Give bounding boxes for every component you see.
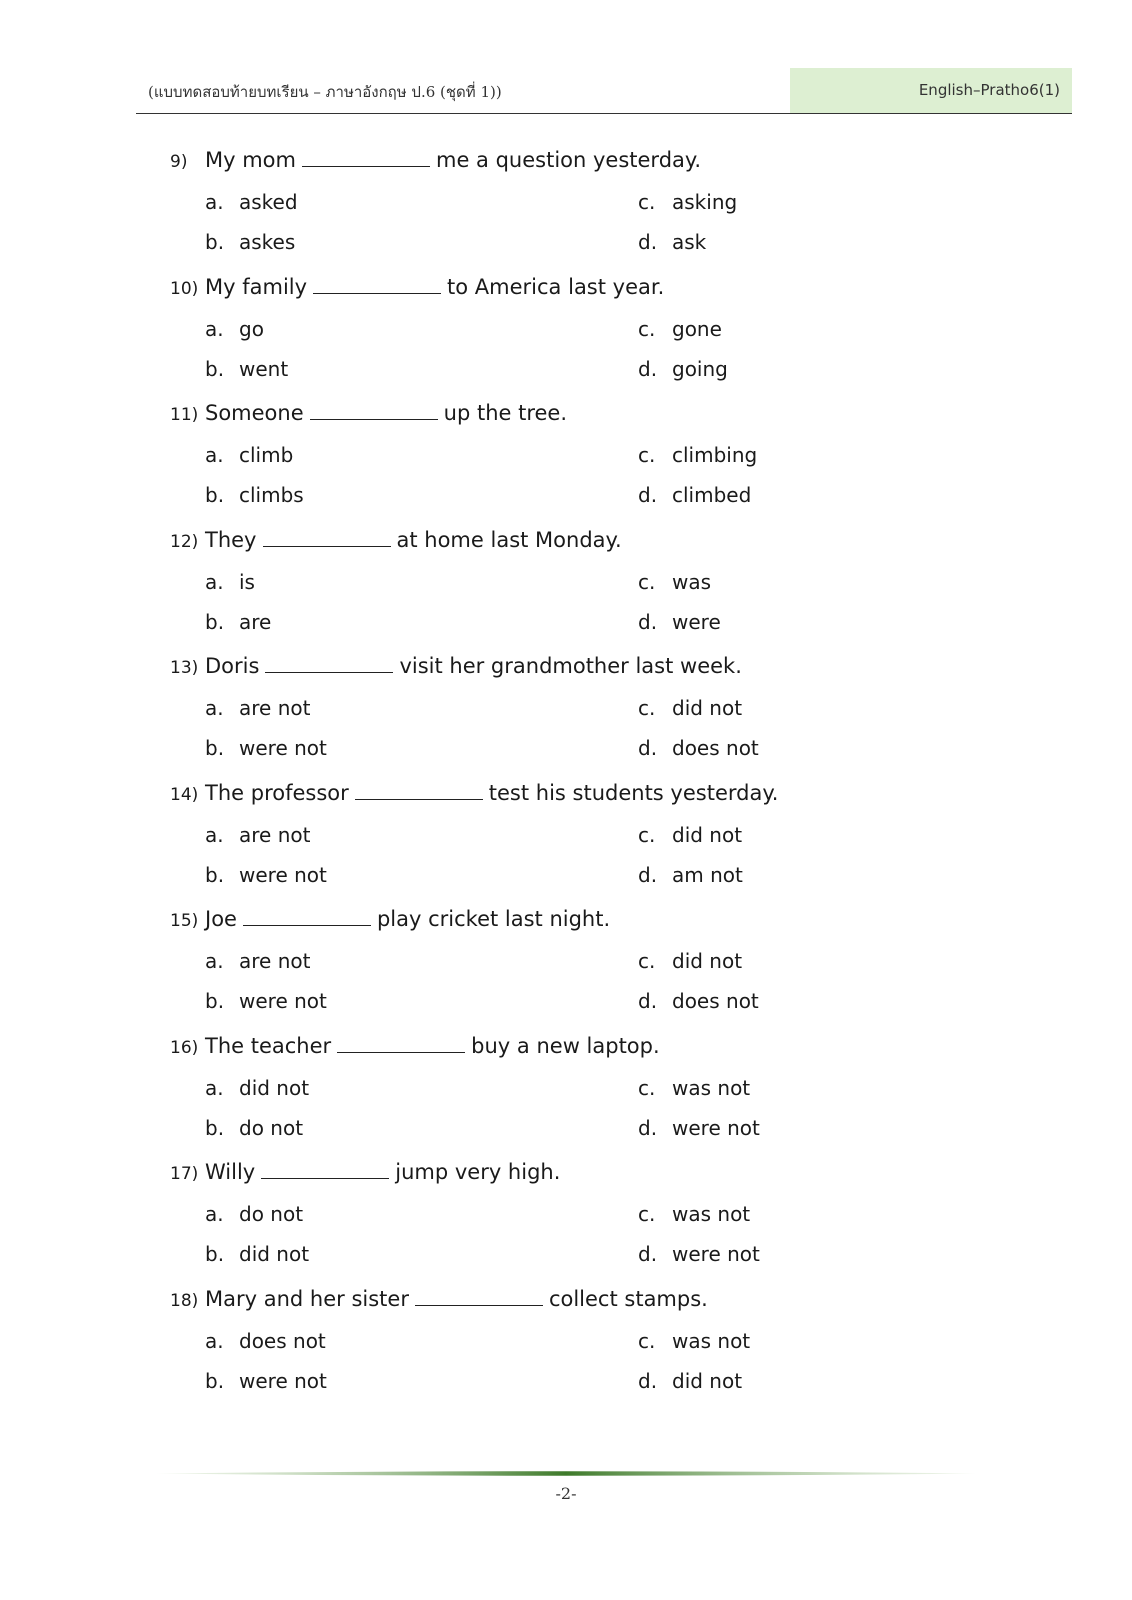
option-d: [638, 227, 706, 257]
option-a: [205, 946, 310, 976]
option-text: did not: [672, 696, 743, 720]
question-item: [170, 1029, 1030, 1156]
answer-blank: [302, 148, 430, 167]
option-letter: c.: [638, 1202, 656, 1226]
question-item: [170, 902, 1030, 1029]
option-letter: c.: [638, 443, 656, 467]
option-text: gone: [672, 316, 722, 341]
question-item: [170, 776, 1030, 903]
question-number: 9): [170, 152, 188, 172]
question-text: [170, 1155, 560, 1189]
question-text: [170, 523, 622, 557]
option-text: is: [239, 569, 255, 594]
option-text: did not: [239, 1242, 310, 1266]
option-letter: c.: [638, 696, 656, 720]
option-letter: c.: [638, 1328, 656, 1353]
question-item: [170, 1282, 1030, 1409]
option-text: climbing: [672, 443, 758, 467]
option-text: went: [239, 356, 289, 381]
footer-divider: [156, 1470, 976, 1477]
question-number: 16): [170, 1037, 199, 1058]
option-letter: a.: [205, 822, 224, 847]
option-text: are not: [239, 696, 311, 720]
option-b: [205, 480, 304, 510]
question-number: 10): [170, 278, 199, 299]
option-text: were: [672, 609, 721, 634]
option-d: [638, 1366, 742, 1396]
option-c: [638, 314, 722, 344]
option-text: does not: [672, 989, 759, 1013]
option-letter: c.: [638, 569, 656, 594]
option-b: [205, 227, 295, 257]
question-text: [170, 776, 778, 810]
option-letter: a.: [205, 1202, 224, 1226]
question-stem-after: buy a new laptop.: [471, 1033, 660, 1058]
option-text: did not: [672, 949, 743, 973]
question-stem-after: up the tree.: [443, 401, 568, 425]
question-text: [170, 396, 567, 430]
question-text: [170, 270, 664, 304]
option-text: did not: [239, 1075, 310, 1100]
question-stem-before: My mom: [205, 148, 296, 172]
question-text: [170, 1282, 708, 1316]
option-letter: c.: [638, 1075, 656, 1100]
question-list: [170, 143, 1030, 1408]
option-d: [638, 607, 721, 637]
question-number: 11): [170, 405, 199, 425]
option-text: were not: [239, 1368, 327, 1393]
option-letter: c.: [638, 822, 656, 847]
option-c: [638, 693, 742, 723]
question-stem-after: play cricket last night.: [376, 907, 611, 931]
question-stem-before: The professor: [205, 780, 349, 805]
option-letter: c.: [638, 190, 656, 214]
question-text: [170, 902, 610, 936]
option-c: [638, 1073, 750, 1103]
option-text: was not: [672, 1202, 751, 1226]
question-stem-before: Willy: [205, 1160, 256, 1184]
question-stem-before: They: [205, 527, 257, 552]
header-title: (แบบทดสอบท้ายบทเรียน – ภาษาอังกฤษ ป.6 (ชุดที่ 1)): [148, 83, 502, 101]
question-stem-after: test his students yesterday.: [488, 780, 779, 805]
option-letter: c.: [638, 316, 656, 341]
option-letter: d.: [638, 1115, 658, 1140]
option-letter: a.: [205, 1075, 224, 1100]
option-b: [205, 860, 327, 890]
option-text: do not: [239, 1202, 304, 1226]
question-stem-after: visit her grandmother last week.: [399, 654, 742, 678]
question-number: 15): [170, 911, 199, 931]
answer-blank: [415, 1287, 543, 1306]
option-text: did not: [672, 822, 743, 847]
question-number: 18): [170, 1290, 199, 1311]
question-stem-before: Mary and her sister: [205, 1286, 409, 1311]
answer-blank: [243, 907, 371, 926]
option-text: was not: [672, 1328, 751, 1353]
answer-blank: [310, 401, 438, 420]
question-stem-before: Doris: [205, 654, 260, 678]
option-c: [638, 820, 742, 850]
option-d: [638, 986, 759, 1016]
question-stem-before: Joe: [205, 907, 237, 931]
question-text: [170, 143, 701, 177]
option-letter: b.: [205, 356, 225, 381]
option-a: [205, 187, 298, 217]
question-stem-before: Someone: [205, 401, 304, 425]
question-stem-after: at home last Monday.: [396, 527, 622, 552]
option-b: [205, 1366, 327, 1396]
option-c: [638, 946, 742, 976]
option-text: asking: [672, 190, 738, 214]
answer-blank: [337, 1034, 465, 1053]
option-letter: d.: [638, 989, 658, 1013]
option-text: did not: [672, 1368, 743, 1393]
answer-blank: [355, 781, 483, 800]
header-course-code: English–Pratho6(1): [790, 68, 1072, 113]
option-c: [638, 1199, 750, 1229]
option-letter: b.: [205, 483, 225, 507]
option-letter: d.: [638, 862, 658, 887]
question-number: 12): [170, 531, 199, 552]
option-letter: a.: [205, 443, 224, 467]
question-item: [170, 523, 1030, 650]
question-stem-after: jump very high.: [395, 1160, 561, 1184]
question-text: [170, 649, 742, 683]
question-stem-after: to America last year.: [447, 274, 665, 299]
option-letter: d.: [638, 1242, 658, 1266]
option-letter: b.: [205, 1368, 225, 1393]
option-a: [205, 1199, 303, 1229]
option-letter: d.: [638, 356, 658, 381]
option-text: were not: [239, 736, 327, 760]
question-text: [170, 1029, 660, 1063]
option-text: ask: [672, 230, 707, 254]
option-b: [205, 733, 327, 763]
option-text: are not: [239, 949, 311, 973]
option-text: are not: [239, 822, 311, 847]
option-letter: b.: [205, 1242, 225, 1266]
option-letter: d.: [638, 609, 658, 634]
option-letter: d.: [638, 736, 658, 760]
option-letter: b.: [205, 736, 225, 760]
question-item: [170, 1155, 1030, 1282]
question-item: [170, 396, 1030, 523]
page-number: -2-: [555, 1484, 577, 1503]
option-d: [638, 860, 743, 890]
option-d: [638, 1239, 760, 1269]
question-number: 13): [170, 658, 199, 678]
option-d: [638, 480, 751, 510]
option-d: [638, 1113, 760, 1143]
option-letter: d.: [638, 483, 658, 507]
option-text: were not: [239, 862, 327, 887]
option-text: does not: [239, 1328, 326, 1353]
option-text: climbs: [239, 483, 304, 507]
option-a: [205, 820, 310, 850]
question-stem-after: collect stamps.: [548, 1286, 708, 1311]
option-a: [205, 567, 255, 597]
question-item: [170, 270, 1030, 397]
option-text: asked: [239, 190, 298, 214]
option-b: [205, 1113, 303, 1143]
answer-blank: [265, 654, 393, 673]
option-letter: c.: [638, 949, 656, 973]
option-b: [205, 354, 288, 384]
question-stem-before: The teacher: [205, 1033, 332, 1058]
option-c: [638, 567, 711, 597]
option-a: [205, 314, 264, 344]
option-d: [638, 733, 759, 763]
question-number: 17): [170, 1164, 199, 1184]
option-letter: d.: [638, 230, 658, 254]
option-a: [205, 440, 293, 470]
option-text: going: [672, 356, 728, 381]
option-text: climbed: [672, 483, 752, 507]
option-letter: a.: [205, 190, 224, 214]
option-text: was not: [672, 1075, 751, 1100]
option-letter: d.: [638, 1368, 658, 1393]
option-b: [205, 1239, 309, 1269]
option-text: are: [239, 609, 272, 634]
option-b: [205, 607, 271, 637]
option-d: [638, 354, 728, 384]
option-b: [205, 986, 327, 1016]
option-letter: b.: [205, 230, 225, 254]
option-text: do not: [239, 1115, 304, 1140]
option-text: askes: [239, 230, 296, 254]
option-text: go: [239, 316, 264, 341]
option-c: [638, 440, 757, 470]
option-text: was: [672, 569, 712, 594]
option-letter: a.: [205, 696, 224, 720]
option-a: [205, 1073, 309, 1103]
option-c: [638, 187, 737, 217]
option-letter: b.: [205, 1115, 225, 1140]
option-text: am not: [672, 862, 743, 887]
option-letter: b.: [205, 989, 225, 1013]
answer-blank: [261, 1160, 389, 1179]
answer-blank: [263, 528, 391, 547]
option-letter: b.: [205, 862, 225, 887]
option-c: [638, 1326, 750, 1356]
option-text: were not: [672, 1242, 760, 1266]
option-text: were not: [239, 989, 327, 1013]
option-letter: a.: [205, 1328, 224, 1353]
answer-blank: [313, 275, 441, 294]
question-stem-after: me a question yesterday.: [435, 148, 701, 172]
question-stem-before: My family: [205, 274, 308, 299]
option-a: [205, 693, 310, 723]
question-item: [170, 143, 1030, 270]
option-text: climb: [239, 443, 294, 467]
question-item: [170, 649, 1030, 776]
option-letter: a.: [205, 316, 224, 341]
option-a: [205, 1326, 326, 1356]
option-letter: a.: [205, 569, 224, 594]
option-letter: b.: [205, 609, 225, 634]
option-text: does not: [672, 736, 759, 760]
page-header: [136, 68, 1072, 114]
question-number: 14): [170, 784, 199, 805]
option-letter: a.: [205, 949, 224, 973]
option-text: were not: [672, 1115, 760, 1140]
